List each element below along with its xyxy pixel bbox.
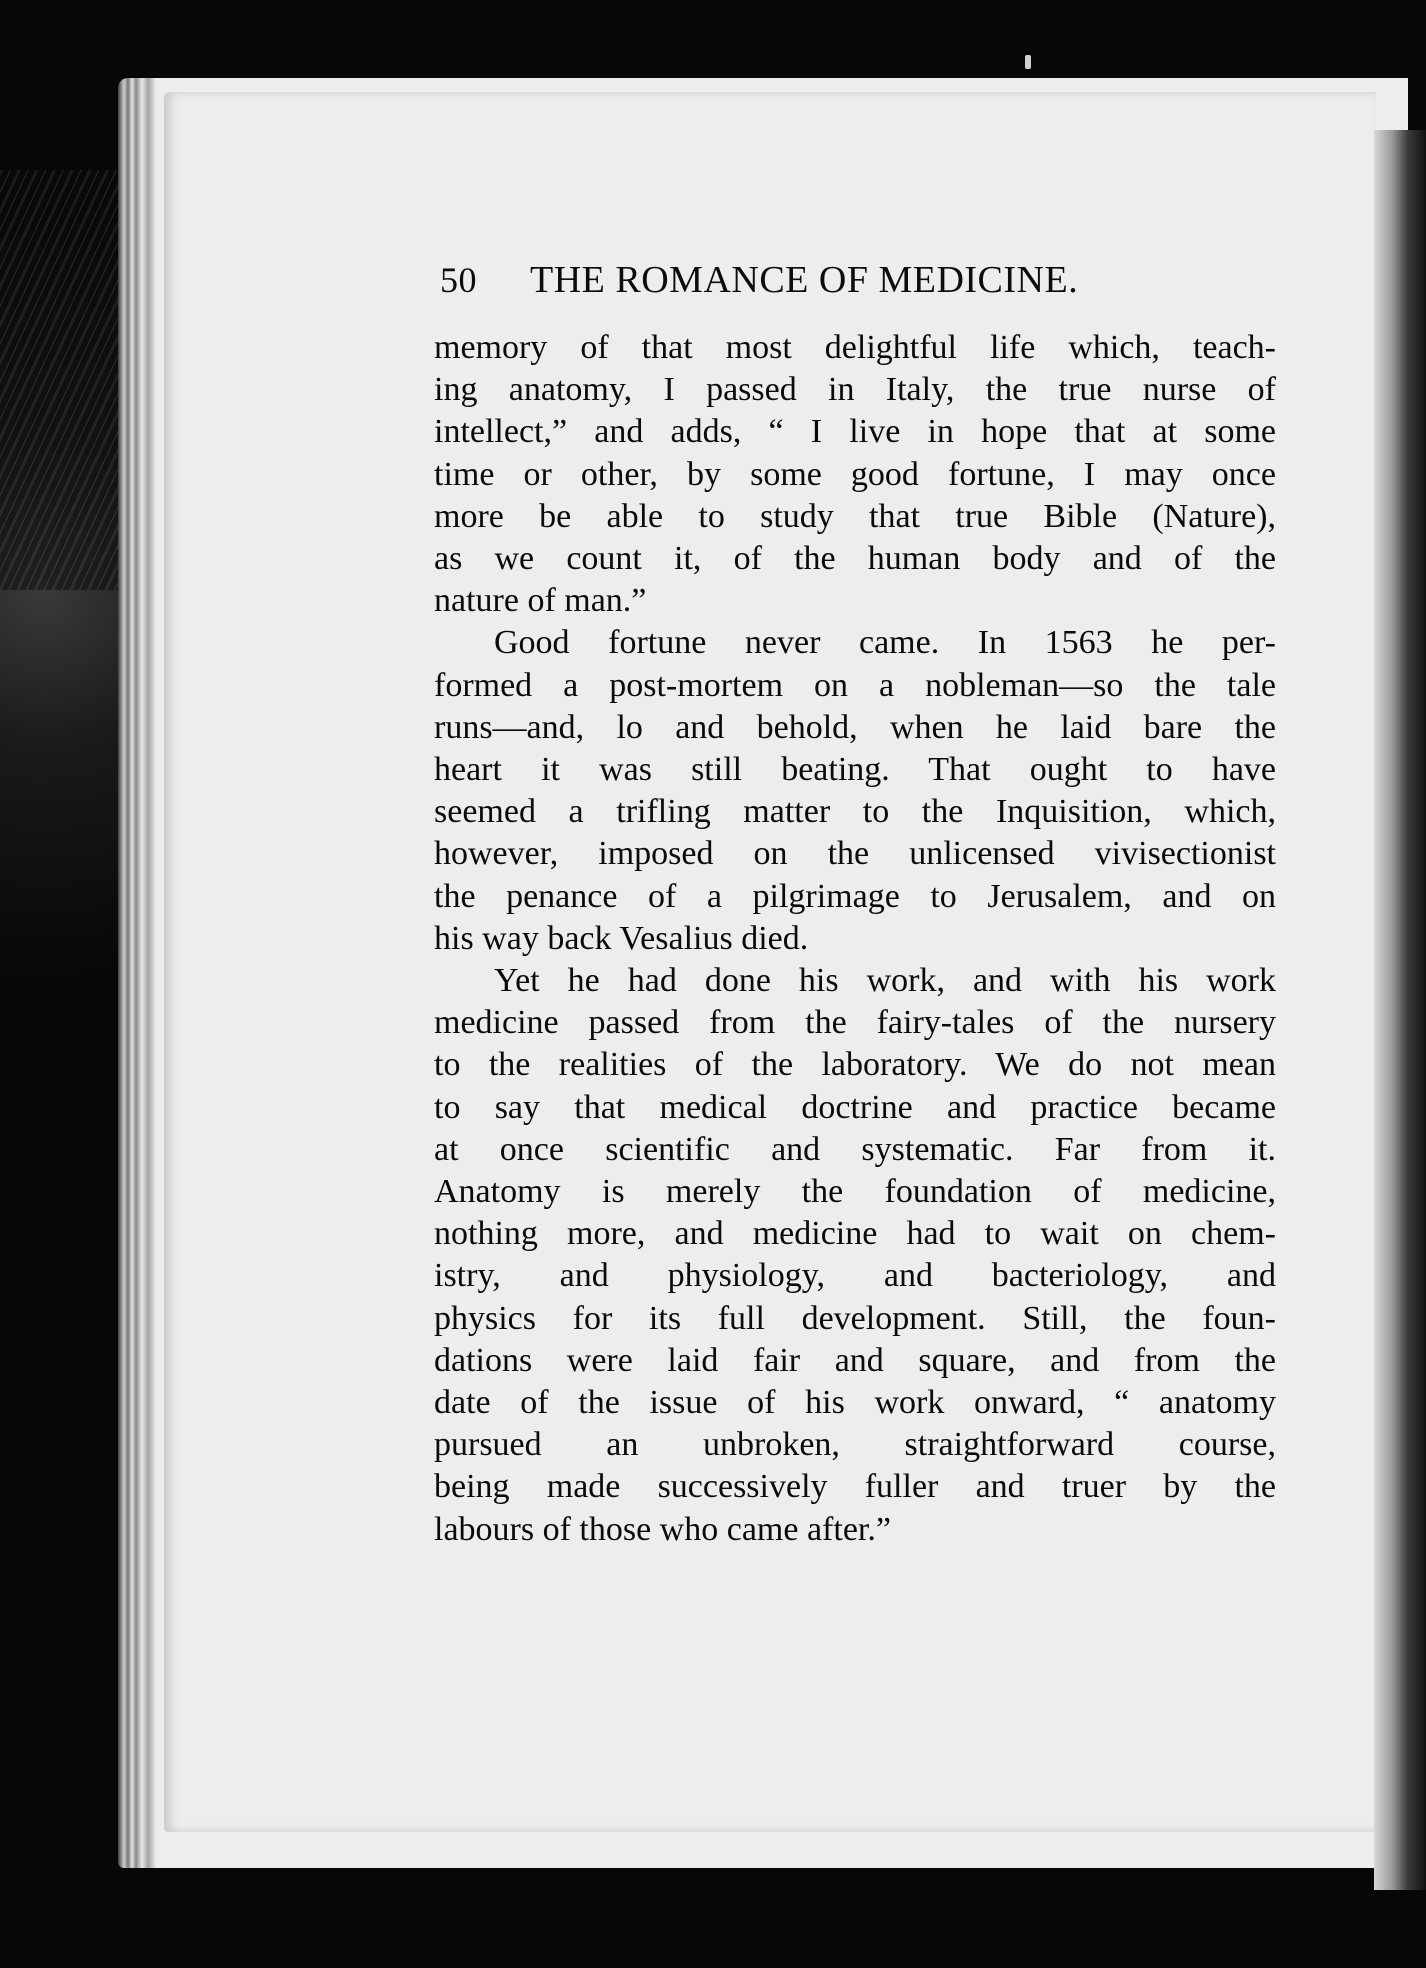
book-gutter: [1374, 130, 1426, 1890]
text-line: heart it was still beating. That ought to have: [434, 751, 1276, 789]
text-line: as we count it, of the human body and of the: [434, 540, 1276, 578]
text-line: Anatomy is merely the foundation of medicine,: [434, 1173, 1276, 1211]
text-line: nothing more, and medicine had to wait on chem-: [434, 1215, 1276, 1253]
text-line: his way back Vesalius died.: [434, 919, 809, 957]
book-title: THE ROMANCE OF MEDICINE.: [530, 259, 1079, 301]
text-line: Yet he had done his work, and with his work: [494, 962, 1276, 1000]
text-line: to say that medical doctrine and practice became: [434, 1088, 1276, 1126]
text-line: memory of that most delightful life which, teach-: [434, 329, 1276, 366]
text-line: time or other, by some good fortune, I may once: [434, 455, 1276, 493]
text-line: to the realities of the laboratory. We do not mean: [434, 1046, 1276, 1084]
text-line: nature of man.”: [434, 582, 647, 620]
running-head: [440, 258, 1270, 308]
body-text: [434, 327, 1276, 1551]
text-line: at once scientific and systematic. Far from it.: [434, 1130, 1276, 1168]
scan-speck: [1025, 55, 1031, 69]
text-line: seemed a trifling matter to the Inquisition, which,: [434, 793, 1276, 831]
text-line: more be able to study that true Bible (Nature),: [434, 497, 1276, 535]
text-line: the penance of a pilgrimage to Jerusalem, and on: [434, 877, 1276, 915]
text-line: Good fortune never came. In 1563 he per-: [494, 624, 1276, 662]
text-line: istry, and physiology, and bacteriology, and: [434, 1257, 1276, 1295]
text-line: labours of those who came after.”: [434, 1510, 891, 1548]
text-line: being made successively fuller and truer by the: [434, 1468, 1276, 1506]
text-line: medicine passed from the fairy-tales of the nursery: [434, 1004, 1276, 1042]
page-number: 50: [440, 260, 477, 300]
text-line: dations were laid fair and square, and from the: [434, 1341, 1276, 1379]
text-line: ing anatomy, I passed in Italy, the true nurse of: [434, 371, 1276, 409]
text-line: pursued an unbroken, straightforward course,: [434, 1426, 1276, 1464]
text-line: runs—and, lo and behold, when he laid bare the: [434, 708, 1276, 746]
book-cover-edge: [0, 170, 130, 590]
text-line: formed a post-mortem on a nobleman—so the tale: [434, 666, 1276, 704]
text-line: physics for its full development. Still, the foun-: [434, 1299, 1276, 1337]
text-line: intellect,” and adds, “ I live in hope that at some: [434, 413, 1276, 451]
text-line: date of the issue of his work onward, “ anatomy: [434, 1384, 1276, 1422]
text-line: however, imposed on the unlicensed vivisectionist: [434, 835, 1276, 873]
